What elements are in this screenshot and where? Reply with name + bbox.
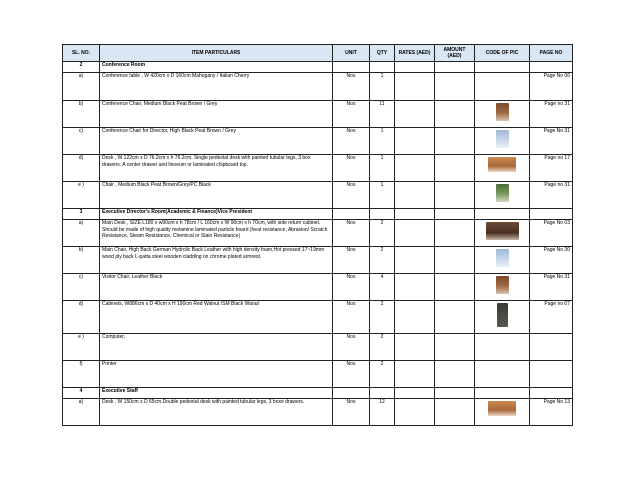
rate-cell bbox=[395, 128, 435, 155]
pic-cell bbox=[475, 301, 530, 334]
sl-no: e ) bbox=[63, 334, 100, 361]
rate-cell bbox=[395, 101, 435, 128]
amount-cell bbox=[435, 399, 475, 426]
qty: 1 bbox=[370, 128, 395, 155]
section-title: Executive Director's Room(Academic & Finance)Vice President bbox=[100, 209, 333, 220]
section-row bbox=[63, 62, 573, 73]
qty: 2 bbox=[370, 247, 395, 274]
qty: 2 bbox=[370, 361, 395, 388]
item-particulars: Cabinets, W886cm x D 40cm x H 190cm Red Walnut /SM Black Wanut bbox=[100, 301, 333, 334]
table-row bbox=[63, 101, 573, 128]
item-particulars: Printer bbox=[100, 361, 333, 388]
header-qty: QTY bbox=[370, 45, 395, 62]
qty: 4 bbox=[370, 274, 395, 301]
rate-cell bbox=[395, 182, 435, 209]
furniture-price-table bbox=[62, 44, 573, 426]
header-amount: AMOUNT (AED) bbox=[435, 45, 475, 62]
qty: 2 bbox=[370, 334, 395, 361]
table-row bbox=[63, 301, 573, 334]
rate-cell bbox=[395, 155, 435, 182]
section-title: Conference Room bbox=[100, 62, 333, 73]
desk-chair-brown-icon bbox=[496, 103, 509, 121]
table-row bbox=[63, 247, 573, 274]
unit: Nos bbox=[333, 128, 370, 155]
unit: Nos bbox=[333, 361, 370, 388]
header-item-particulars: ITEM PARTICULARS bbox=[100, 45, 333, 62]
sl-no: d) bbox=[63, 155, 100, 182]
page-no: Page no 07 bbox=[530, 301, 573, 334]
item-particulars: Main Desk , SIZE L180 x w90cm x h 78cm / L 160cm x W 90cm x h 70cm, with side return cabinet. Should be made of high quality melamine laminated particle board (heat resistance, Abrasion/ Scratch Resistance, Steam Resistance, Chemical or Stain Resistance) bbox=[100, 220, 333, 247]
table-row bbox=[63, 155, 573, 182]
page-no: Page no 31 bbox=[530, 182, 573, 209]
qty: 1 bbox=[370, 73, 395, 101]
table-row bbox=[63, 182, 573, 209]
executive-desk-icon bbox=[486, 222, 519, 240]
sl-no: a) bbox=[63, 399, 100, 426]
amount-cell bbox=[435, 334, 475, 361]
pic-cell bbox=[475, 73, 530, 101]
amount-cell bbox=[435, 101, 475, 128]
rate-cell bbox=[395, 274, 435, 301]
item-particulars: Conference table , W 420cm x D 160cm Mahogany / Italian Cherry bbox=[100, 73, 333, 101]
table-row bbox=[63, 73, 573, 101]
table-row bbox=[63, 274, 573, 301]
sl-no: d) bbox=[63, 301, 100, 334]
unit: Nos bbox=[333, 301, 370, 334]
pic-cell bbox=[475, 399, 530, 426]
sl-no: a) bbox=[63, 73, 100, 101]
table-row bbox=[63, 361, 573, 388]
table-row bbox=[63, 399, 573, 426]
page-no bbox=[530, 361, 573, 388]
page-no: Page No 03 bbox=[530, 220, 573, 247]
table-row bbox=[63, 334, 573, 361]
amount-cell bbox=[435, 220, 475, 247]
desk-icon bbox=[488, 401, 516, 416]
sl-no: f) bbox=[63, 361, 100, 388]
amount-cell bbox=[435, 361, 475, 388]
page-no: Page no 31 bbox=[530, 101, 573, 128]
unit: Nos bbox=[333, 73, 370, 101]
sl-no: 4 bbox=[63, 388, 100, 399]
page-no bbox=[530, 334, 573, 361]
rate-cell bbox=[395, 220, 435, 247]
rate-cell bbox=[395, 73, 435, 101]
page-no: Page No 31 bbox=[530, 274, 573, 301]
cabinet-icon bbox=[497, 303, 508, 327]
amount-cell bbox=[435, 274, 475, 301]
unit: Nos bbox=[333, 334, 370, 361]
sl-no: 2 bbox=[63, 62, 100, 73]
qty: 2 bbox=[370, 220, 395, 247]
pic-cell bbox=[475, 101, 530, 128]
unit: Nos bbox=[333, 274, 370, 301]
sl-no: c) bbox=[63, 274, 100, 301]
page-no: Page No 06 bbox=[530, 73, 573, 101]
sl-no: b) bbox=[63, 247, 100, 274]
rate-cell bbox=[395, 301, 435, 334]
amount-cell bbox=[435, 301, 475, 334]
amount-cell bbox=[435, 155, 475, 182]
qty: 1 bbox=[370, 182, 395, 209]
desk-chair-brown-icon bbox=[496, 276, 509, 294]
rate-cell bbox=[395, 247, 435, 274]
sl-no: c) bbox=[63, 128, 100, 155]
section-row bbox=[63, 209, 573, 220]
item-particulars: Desk , W 122cm x D 76.2cm x h 76.2cm. Single pedestal desk with painted tubular legs, 3 box drawers. A center drawer and linoeum or laminated chipboard top. bbox=[100, 155, 333, 182]
item-particulars: Desk , W 150cm x D 65cm.Double pedestal desk with painted tubular legs, 3 boxe drawers. bbox=[100, 399, 333, 426]
amount-cell bbox=[435, 182, 475, 209]
unit: Nos bbox=[333, 247, 370, 274]
chair-green-icon bbox=[496, 184, 509, 202]
pic-cell bbox=[475, 128, 530, 155]
section-row bbox=[63, 388, 573, 399]
amount-cell bbox=[435, 73, 475, 101]
table-header-row bbox=[63, 45, 573, 62]
desk-icon bbox=[488, 157, 516, 172]
chair-blue-icon bbox=[496, 249, 509, 267]
item-particulars: Computer, bbox=[100, 334, 333, 361]
pic-cell bbox=[475, 182, 530, 209]
pic-cell bbox=[475, 220, 530, 247]
page-no: Page No 30 bbox=[530, 247, 573, 274]
amount-cell bbox=[435, 247, 475, 274]
amount-cell bbox=[435, 128, 475, 155]
header-page-no: PAGE NO bbox=[530, 45, 573, 62]
sl-no: e ) bbox=[63, 182, 100, 209]
qty: 2 bbox=[370, 301, 395, 334]
header-unit: UNIT bbox=[333, 45, 370, 62]
header-sl-no: SL. NO. bbox=[63, 45, 100, 62]
qty: 1 bbox=[370, 155, 395, 182]
table-row bbox=[63, 220, 573, 247]
unit: Nos bbox=[333, 182, 370, 209]
page-no: Page No 13 bbox=[530, 399, 573, 426]
sl-no: 3 bbox=[63, 209, 100, 220]
qty: 11 bbox=[370, 101, 395, 128]
header-rates: RATES (AED) bbox=[395, 45, 435, 62]
item-particulars: Chair , Medium Black Peat Brown/Grey/PC Black bbox=[100, 182, 333, 209]
unit: Nos bbox=[333, 399, 370, 426]
section-title: Executive Staff bbox=[100, 388, 333, 399]
pic-cell bbox=[475, 247, 530, 274]
item-particulars: Conference Chair, Medium Black Peat Brown / Grey bbox=[100, 101, 333, 128]
page-no: Page no 17 bbox=[530, 155, 573, 182]
rate-cell bbox=[395, 361, 435, 388]
rate-cell bbox=[395, 334, 435, 361]
unit: Nos bbox=[333, 101, 370, 128]
sl-no: b) bbox=[63, 101, 100, 128]
pic-cell bbox=[475, 274, 530, 301]
pic-cell bbox=[475, 155, 530, 182]
item-particulars: Main Chair, High Back German Hydrolic Back Leather with high density foam,Hot pressed 17~19mm wood ply back L-patta steel wooden cladding on chrome plated armrest. bbox=[100, 247, 333, 274]
sl-no: a) bbox=[63, 220, 100, 247]
page-no: Page No 31 bbox=[530, 128, 573, 155]
unit: Nos bbox=[333, 155, 370, 182]
rate-cell bbox=[395, 399, 435, 426]
header-code-of-pic: CODE OF PIC bbox=[475, 45, 530, 62]
qty: 12 bbox=[370, 399, 395, 426]
item-particulars: Conference Chair for Director, High Black Peat Brown / Grey bbox=[100, 128, 333, 155]
pic-cell bbox=[475, 361, 530, 388]
unit: Nos bbox=[333, 220, 370, 247]
table-row bbox=[63, 128, 573, 155]
pic-cell bbox=[475, 334, 530, 361]
chair-blue-icon bbox=[496, 130, 509, 148]
item-particulars: Visitor Chair, Leather Black bbox=[100, 274, 333, 301]
